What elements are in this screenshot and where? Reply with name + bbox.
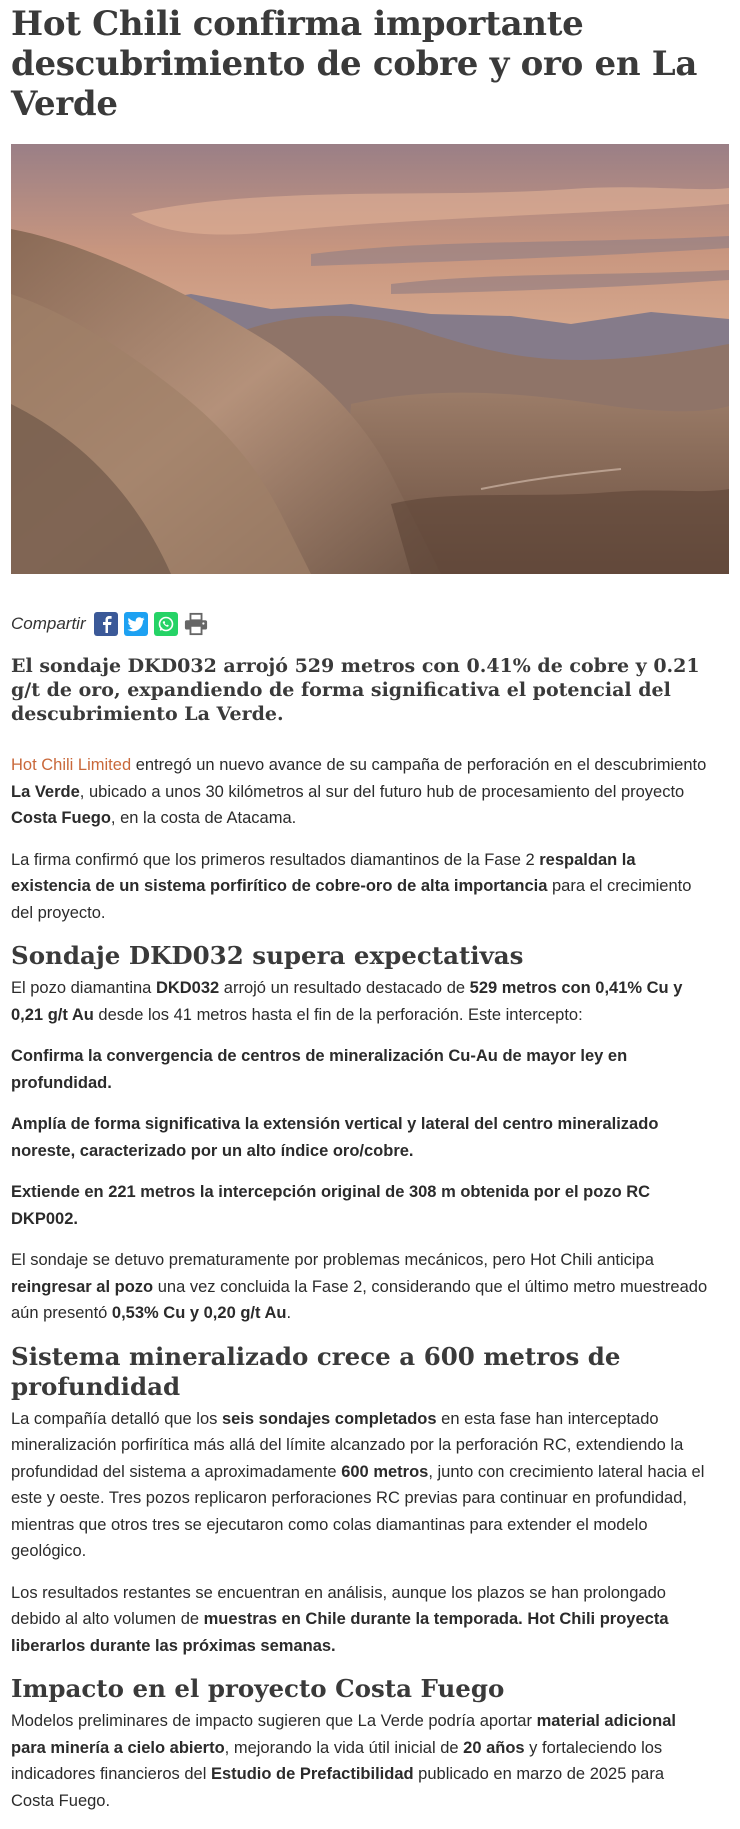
paragraph-pending-results: Los resultados restantes se encuentran en análisis, aunque los plazos se han prolongado debido al alto volumen de muestras en Chile durante la temporada. Hot Chili proyecta liberarlos durante las próximas semanas.	[11, 1583, 669, 1655]
finding-2: Amplía de forma significativa la extensión vertical y lateral del centro mineralizado noreste, caracterizado por un alto índice oro/cobre.	[11, 1115, 659, 1160]
paragraph-phase2: La firma confirmó que los primeros resultados diamantinos de la Fase 2 respaldan la existencia de un sistema porfirítico de cobre-oro de alta importancia para el crecimiento del proyecto.	[11, 850, 692, 922]
whatsapp-icon[interactable]	[154, 612, 178, 636]
paragraph-reentry: El sondaje se detuvo prematuramente por problemas mecánicos, pero Hot Chili anticipa reingresar al pozo una vez concluida la Fase 2, considerando que el último metro muestreado aún presentó 0,53% Cu y 0,20 g/t Au.	[11, 1251, 708, 1322]
paragraph-drillholes: La compañía detalló que los seis sondajes completados en esta fase han interceptado mineralización porfirítica más allá del límite alcanzado por la perforación RC, extendiendo la profundidad del sistema a aproximadamente 600 metros, junto con crecimiento lateral hacia el este y oeste. Tres pozos replicaron perforaciones RC previas para continuar en profundidad, mientras que otros tres se ejecutaron como colas diamantinas para extender el modelo geológico.	[11, 1409, 705, 1560]
article-lead: El sondaje DKD032 arrojó 529 metros con 0.41% de cobre y 0.21 g/t de oro, expandiendo de forma significativa el potencial del descubrimiento La Verde.	[11, 655, 700, 725]
paragraph-intro: Hot Chili Limited entregó un nuevo avance de su campaña de perforación en el descubrimiento La Verde, ubicado a unos 30 kilómetros al sur del futuro hub de procesamiento del proyecto Costa Fuego, en la costa de Atacama.	[11, 756, 707, 827]
section-heading-impact: Impacto en el proyecto Costa Fuego	[11, 1674, 505, 1703]
twitter-icon[interactable]	[124, 612, 148, 636]
hero-image	[11, 144, 729, 574]
article	[0, 4, 720, 1814]
facebook-icon[interactable]	[94, 612, 118, 636]
finding-1: Confirma la convergencia de centros de mineralización Cu-Au de mayor ley en profundidad.	[11, 1047, 628, 1092]
company-link[interactable]: Hot Chili Limited	[11, 756, 132, 774]
paragraph-dkd032: El pozo diamantina DKD032 arrojó un resultado destacado de 529 metros con 0,41% Cu y 0,21 g/t Au desde los 41 metros hasta el fin de la perforación. Este intercepto:	[11, 979, 683, 1024]
article-title: Hot Chili confirma importante descubrimiento de cobre y oro en La Verde	[11, 4, 698, 124]
share-label: Compartir	[11, 614, 86, 633]
section-heading-dkd032: Sondaje DKD032 supera expectativas	[11, 941, 524, 970]
paragraph-impact: Modelos preliminares de impacto sugieren que La Verde podría aportar material adicional para minería a cielo abierto, mejorando la vida útil inicial de 20 años y fortaleciendo los indicadores financieros del Estudio de Prefactibilidad publicado en marzo de 2025 para Costa Fuego.	[11, 1712, 676, 1810]
print-icon[interactable]	[184, 612, 208, 636]
share-bar	[11, 604, 709, 644]
finding-3: Extiende en 221 metros la intercepción original de 308 m obtenida por el pozo RC DKP002.	[11, 1183, 651, 1228]
section-heading-depth: Sistema mineralizado crece a 600 metros de profundidad	[11, 1341, 621, 1401]
